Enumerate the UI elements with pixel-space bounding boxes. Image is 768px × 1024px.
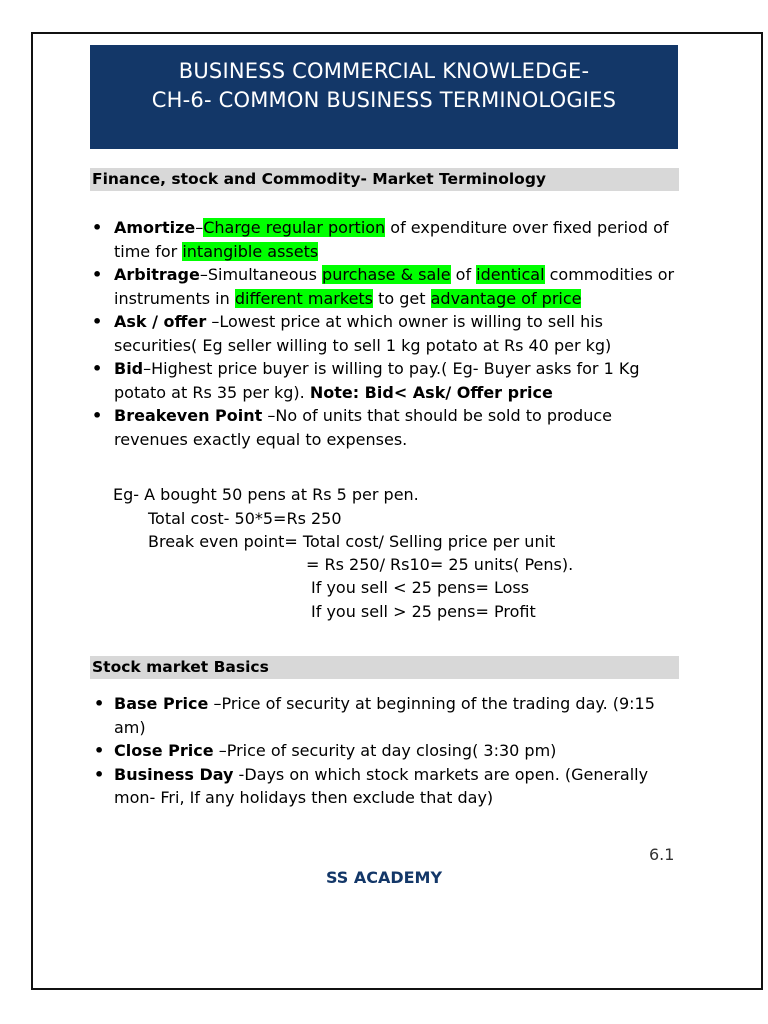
- highlight-text: identical: [476, 265, 545, 284]
- definition-text: of expenditure over fixed period of time for: [114, 218, 669, 261]
- bullet-icon: •: [92, 406, 103, 425]
- bullet-icon: •: [94, 694, 105, 713]
- list-item-ask-offer: [92, 310, 677, 357]
- term-arbitrage: Arbitrage: [114, 265, 200, 284]
- term-dash: –: [195, 218, 204, 237]
- term-bid: Bid: [114, 359, 144, 378]
- term-breakeven: Breakeven Point: [114, 406, 263, 425]
- chapter-title-line2: CH-6- COMMON BUSINESS TERMINOLOGIES: [151, 88, 617, 112]
- list-item-arbitrage: [92, 263, 677, 310]
- term-ask-offer: Ask / offer: [114, 312, 207, 331]
- bullet-icon: •: [92, 359, 103, 378]
- bullet-icon: •: [94, 764, 105, 784]
- list-item-bid: [92, 357, 677, 404]
- example-line: Break even point= Total cost/ Selling price per unit: [148, 532, 556, 551]
- highlight-text: advantage of price: [430, 288, 582, 308]
- list-item-breakeven: [92, 404, 677, 451]
- chapter-title-line1: BUSINESS COMMERCIAL KNOWLEDGE-: [178, 59, 590, 83]
- term-base-price: Base Price: [114, 694, 209, 713]
- example-line: If you sell < 25 pens= Loss: [311, 578, 530, 597]
- chapter-title-banner: [90, 45, 678, 149]
- list-item-close-price: [92, 739, 677, 763]
- definition-text: –Simultaneous: [199, 265, 323, 284]
- term-amortize: Amortize: [114, 218, 196, 237]
- list-item-business-day: [92, 763, 677, 810]
- bid-note: Note: Bid< Ask/ Offer price: [309, 382, 553, 402]
- list-item-base-price: [92, 692, 677, 739]
- stock-basics-list: [92, 692, 677, 810]
- list-item-amortize: [92, 216, 677, 263]
- example-line: = Rs 250/ Rs10= 25 units( Pens).: [306, 555, 574, 574]
- terminology-list: [92, 216, 677, 451]
- term-business-day: Business Day: [114, 764, 234, 784]
- highlight-text: purchase & sale: [322, 265, 451, 284]
- bullet-icon: •: [92, 218, 103, 237]
- highlight-text: Charge regular portion: [203, 218, 386, 237]
- footer-academy-name: SS ACADEMY: [325, 868, 443, 887]
- example-line: Total cost- 50*5=Rs 250: [148, 509, 342, 528]
- section-heading-stock-market-basics: Stock market Basics: [90, 656, 679, 679]
- definition-text: –Price of security at beginning of the trading day. (9:15 am): [114, 694, 655, 737]
- example-line: If you sell > 25 pens= Profit: [311, 602, 536, 621]
- definition-text: –Highest price buyer is willing to pay.( Eg- Buyer asks for 1 Kg potato at Rs 35 per kg).: [114, 359, 640, 402]
- definition-text: -Days on which stock markets are open. (Generally mon- Fri, If any holidays then exclude that day): [114, 764, 649, 807]
- definition-text: –No of units that should be sold to produce revenues exactly equal to expenses.: [114, 406, 612, 449]
- section-heading-market-terminology: Finance, stock and Commodity- Market Terminology: [90, 168, 679, 191]
- definition-text: –Price of security at day closing( 3:30 pm): [213, 741, 557, 760]
- bullet-icon: •: [94, 741, 105, 760]
- highlight-text: intangible assets: [182, 241, 319, 261]
- definition-text: –Lowest price at which owner is willing to sell his securities( Eg seller willing to sell 1 kg potato at Rs 40 per kg): [114, 312, 612, 355]
- example-line: Eg- A bought 50 pens at Rs 5 per pen.: [113, 485, 419, 504]
- definition-text: to get: [373, 288, 431, 308]
- definition-text: commodities or instruments in: [114, 265, 675, 308]
- bullet-icon: •: [92, 312, 103, 331]
- definition-text: of: [450, 265, 477, 284]
- bullet-icon: •: [92, 265, 103, 284]
- term-close-price: Close Price: [114, 741, 214, 760]
- page-number: 6.1: [649, 845, 675, 864]
- highlight-text: different markets: [234, 288, 374, 308]
